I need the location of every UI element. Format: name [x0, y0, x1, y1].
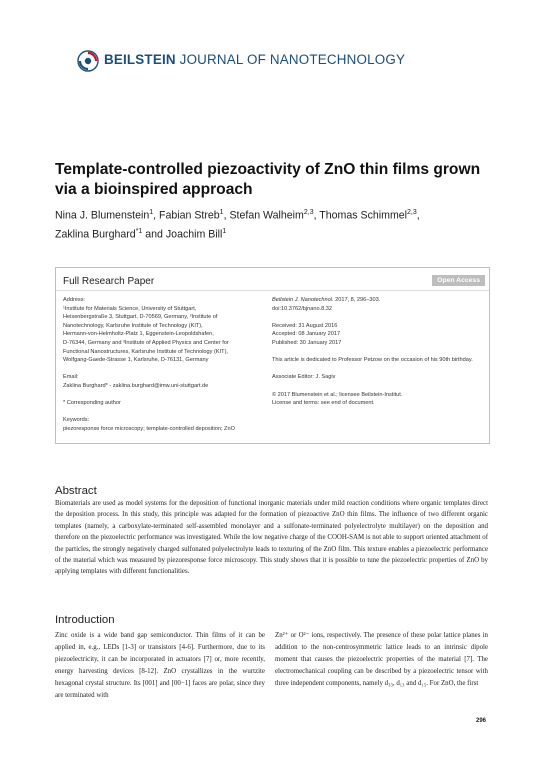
- box-right-column: [272, 296, 482, 408]
- address-line: ¹Institute for Materials Science, University of Stuttgart,: [63, 305, 197, 312]
- author-name[interactable]: Joachim Bill: [165, 228, 223, 241]
- author-name[interactable]: Zaklina Burghard: [55, 228, 136, 241]
- author-name[interactable]: Thomas Schimmel: [319, 209, 408, 222]
- author-affiliation: 1: [149, 209, 154, 216]
- published-date: Published: 30 January 2017: [272, 339, 342, 346]
- author-name[interactable]: Stefan Walheim: [229, 209, 304, 222]
- address-line: D-76344, Germany and ³Institute of Applied Physics and Center for: [63, 339, 229, 346]
- page-number: 296: [476, 718, 487, 724]
- box-divider: [56, 290, 489, 291]
- keywords-label: Keywords:: [63, 417, 90, 424]
- keywords: piezoresponse force microscopy; template-controlled deposition; ZnO: [63, 425, 235, 432]
- email-link[interactable]: Zaklina Burghard* - zaklina.burghard@imw.uni-stuttgart.de: [63, 382, 209, 389]
- box-left-column: [63, 296, 273, 434]
- citation-details: 2017, 8, 296–303.: [333, 297, 381, 303]
- citation: [272, 296, 482, 305]
- journal-name: [104, 52, 405, 67]
- citation-journal: Beilstein J. Nanotechnol.: [272, 297, 334, 303]
- author-affiliation: 1: [222, 227, 227, 235]
- address-line: Heisenbergstraße 3, Stuttgart, D-70569, Germany, ²Institute of: [63, 314, 218, 321]
- introduction-column-left: [55, 630, 265, 702]
- corresponding-author-note: * Corresponding author: [63, 400, 121, 407]
- author-name[interactable]: Nina J. Blumenstein: [55, 209, 150, 222]
- author-list: Nina J. Blumenstein$^1$, Fabian Streb$^1$, Stefan Walheim$^{2,3}$, Thomas Schimmel$^{2,3}$, Zaklina Burghard$^{*1}$ and Joachim Bill$^1$: [55, 209, 420, 241]
- dedication: This article is dedicated to Professor Petzow on the occasion of his 90th birthday.: [272, 357, 473, 364]
- article-type: Full Research Paper: [63, 276, 155, 287]
- author-name[interactable]: Fabian Streb: [159, 209, 220, 222]
- copyright: © 2017 Blumenstein et al.; licensee Beilstein-Institut.: [272, 391, 403, 398]
- email-label: Email:: [63, 374, 79, 381]
- introduction-column-right: [275, 630, 488, 690]
- doi-link[interactable]: doi:10.3762/bjnano.8.32: [272, 305, 333, 312]
- associate-editor: Associate Editor: J. Sagiv: [272, 374, 336, 381]
- author-affiliation: 2,3: [407, 209, 417, 216]
- open-access-badge: Open Access: [432, 275, 485, 286]
- beilstein-logo-icon: [77, 50, 99, 72]
- journal-name-bold: BEILSTEIN: [104, 52, 176, 67]
- license-link[interactable]: License and terms: see end of document.: [272, 400, 375, 407]
- address-label: Address:: [63, 297, 86, 303]
- address-line: Wolfgang-Gaede-Strasse 1, Karlsruhe, D-76131, Germany: [63, 357, 209, 364]
- author-affiliation: 2,3: [303, 209, 314, 216]
- address-line: Hermann-von-Helmholtz-Platz 1, Eggenstein-Leopoldshafen,: [63, 331, 214, 338]
- abstract-heading: Abstract: [55, 485, 97, 497]
- introduction-heading: Introduction: [55, 614, 115, 626]
- introduction-paragraph: Zinc oxide is a wide band gap semiconductor. Thin films of it can be applied in, e.g., LEDs [1-3] or transistors [4-6]. Furthermore, due to its piezoelectricity, it can be incorporated in actuators [7] or, more recently, energy harvesting devices [8-12]. ZnO crystallizes in the wurtzite hexagonal crystal structure. Its [001] and [00−1] faces are polar, since they are terminated with: [55, 632, 265, 699]
- author-affiliation: 1: [219, 209, 224, 216]
- received-date: Received: 31 August 2016: [272, 322, 338, 329]
- journal-name-rest: JOURNAL OF NANOTECHNOLOGY: [175, 52, 406, 67]
- article-info-box: [55, 267, 490, 444]
- address-line: Functional Nanostructures, Karlsruhe Institute of Technology (KIT),: [63, 348, 228, 355]
- author-affiliation: *1: [135, 227, 143, 235]
- abstract-text: [55, 498, 488, 578]
- introduction-paragraph: Zn²⁺ or O²⁻ ions, respectively. The presence of these polar lattice planes in addition to the non-centrosymmetric lattice leads to an intrinsic dipole moment that causes the piezoelectric properties of the material [7]. The electromechanical coupling can be described by a piezoelectric tensor with three independent components, namely d₃₃, d₁₃ and d₁₅. For ZnO, the first: [275, 632, 488, 687]
- abstract-paragraph: Biomaterials are used as model systems for the deposition of functional inorganic materials under mild reaction conditions where organic templates direct the deposition process. In this study, this principle was adapted for the formation of piezoactive ZnO thin films. The influence of two different organic templates (namely, a carboxylate-terminated self-assembled monolayer and a sulfonate-terminated polyelectrolyte multilayer) on the deposition and therefore on the piezoelectric performance was investigated. While the low negative charge of the COOH-SAM is not able to support oriented attachment of the particles, the strongly negatively charged sulfonated polyelectrolyte leads to texturing of the ZnO film. This texture enables a piezoelectric performance of the material which was measured by piezoresponse force microscopy. This study shows that it is possible to tune the piezoelectric properties of ZnO by applying templates with different functionalities.: [55, 500, 488, 576]
- address-line: Nanotechnology, Karlsruhe Institute of Technology (KIT),: [63, 322, 203, 329]
- article-title: Template-controlled piezoactivity of ZnO thin films grown via a bioinspired approach: [55, 161, 481, 198]
- accepted-date: Accepted: 08 January 2017: [272, 331, 341, 338]
